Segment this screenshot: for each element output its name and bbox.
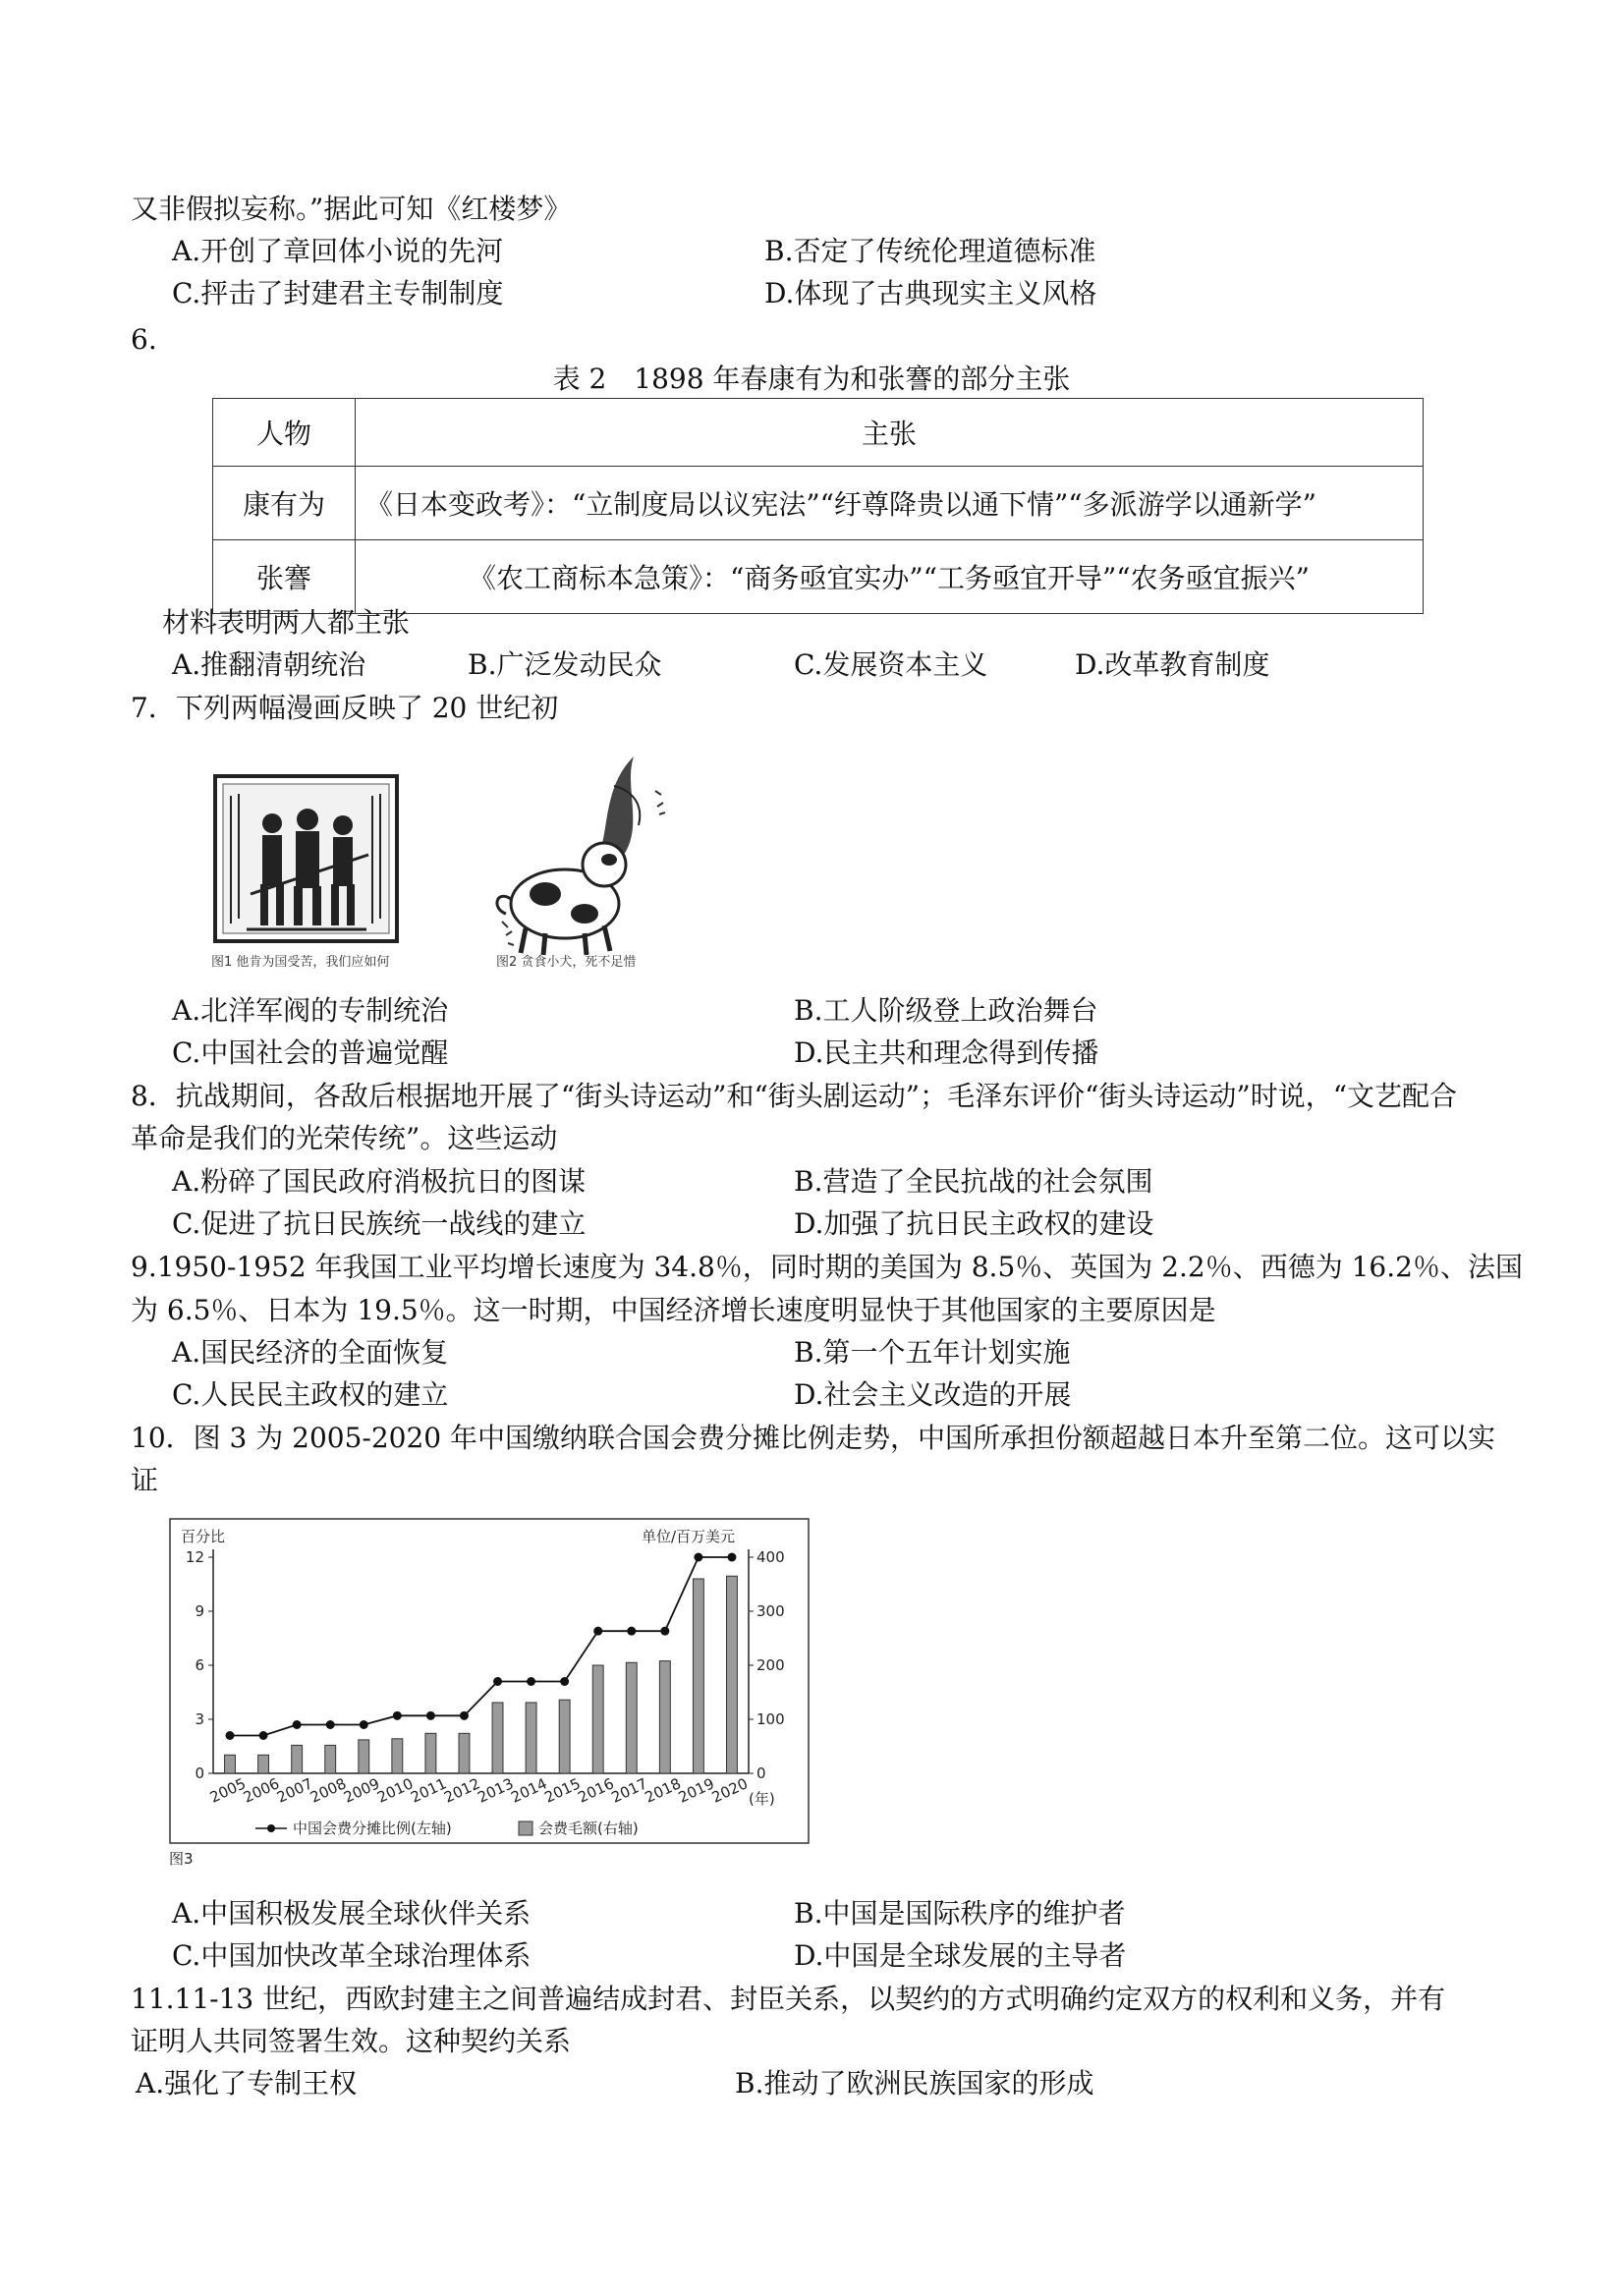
q10-option-c: C.中国加快改革全球治理体系 <box>172 1939 532 1972</box>
q6-option-b: B.广泛发动民众 <box>468 648 662 681</box>
left-tick-label: 0 <box>195 1764 204 1782</box>
q8-stem-line1: 8．抗战期间，各敌后根据地开展了“街头诗运动”和“街头剧运动”；毛泽东评价“街头诗运动”时说，“文艺配合 <box>131 1080 1458 1112</box>
right-tick-label: 0 <box>756 1764 766 1782</box>
cartoon-1-image <box>215 776 397 941</box>
share-point-2012 <box>460 1711 469 1720</box>
q9-stem-line2: 为 6.5％、日本为 19.5％。这一时期，中国经济增长速度明显快于其他国家的主要原因是 <box>131 1294 1216 1326</box>
cartoon-2-image <box>497 756 665 955</box>
q5-option-c: C.抨击了封建君主专制制度 <box>172 277 504 309</box>
header-person: 人物 <box>213 399 356 467</box>
q5-option-b: B.否定了传统伦理道德标准 <box>764 235 1096 267</box>
share-point-2010 <box>393 1711 402 1720</box>
q7-stem: 7．下列两幅漫画反映了 20 世纪初 <box>131 692 559 724</box>
bar-2020 <box>727 1576 738 1773</box>
bar-2008 <box>325 1745 336 1773</box>
q7-option-b: B.工人阶级登上政治舞台 <box>794 994 1098 1027</box>
q8-option-b: B.营造了全民抗战的社会氛围 <box>794 1165 1153 1198</box>
right-tick-label: 400 <box>756 1548 785 1566</box>
table-header-row <box>213 399 1424 467</box>
left-tick-label: 3 <box>195 1710 204 1728</box>
share-point-2020 <box>727 1553 736 1562</box>
bar-2014 <box>526 1703 536 1773</box>
bar-2005 <box>225 1755 236 1773</box>
q11-stem-line1: 11.11-13 世纪，西欧封建主之间普遍结成封君、封臣关系，以契约的方式明确约定双方的权利和义务，并有 <box>131 1983 1446 2015</box>
table-2 <box>212 398 1424 614</box>
share-point-2005 <box>226 1731 235 1740</box>
q6-option-c: C.发展资本主义 <box>794 648 988 681</box>
share-point-2008 <box>326 1720 335 1729</box>
bar-2019 <box>693 1579 703 1773</box>
figure-3-chart <box>169 1518 810 1881</box>
row-zhang-proposal: 《农工商标本急策》：“商务亟宜实办”“工务亟宜开导”“农务亟宜振兴” <box>356 540 1424 614</box>
share-point-2007 <box>293 1720 302 1729</box>
q10-stem-line2: 证 <box>131 1464 159 1496</box>
share-point-2018 <box>660 1627 669 1636</box>
q11-option-a: A.强化了专制王权 <box>136 2067 358 2100</box>
bar-2007 <box>292 1745 303 1773</box>
q9-option-a: A.国民经济的全面恢复 <box>172 1336 449 1369</box>
x-tick-label: 2012 <box>441 1774 483 1807</box>
q6-stem: 材料表明两人都主张 <box>162 606 411 639</box>
x-tick-label: 2018 <box>642 1774 684 1807</box>
q10-option-b: B.中国是国际秩序的维护者 <box>794 1897 1126 1930</box>
x-tick-label: 2010 <box>374 1774 417 1807</box>
row-kang-person: 康有为 <box>213 467 356 540</box>
bar-2013 <box>492 1703 503 1773</box>
table-row <box>213 467 1424 540</box>
q10-option-a: A.中国积极发展全球伙伴关系 <box>172 1897 532 1930</box>
x-tick-label: 2014 <box>508 1774 550 1807</box>
bar-2016 <box>592 1665 603 1773</box>
q5-option-a: A.开创了章回体小说的先河 <box>172 235 504 267</box>
share-point-2014 <box>527 1677 535 1686</box>
q11-option-b: B.推动了欧洲民族国家的形成 <box>735 2067 1094 2100</box>
bar-2017 <box>626 1662 637 1773</box>
header-proposal: 主张 <box>356 399 1424 467</box>
x-tick-label: 2005 <box>206 1774 250 1807</box>
legend-bar-label: 会费毛额(右轴) <box>538 1820 639 1837</box>
chart-legend <box>255 1820 639 1837</box>
q10-option-d: D.中国是全球发展的主导者 <box>794 1939 1127 1972</box>
x-tick-label: 2017 <box>608 1774 650 1807</box>
x-tick-label: 2019 <box>675 1774 717 1807</box>
x-tick-label: 2015 <box>541 1774 584 1807</box>
left-axis-label: 百分比 <box>181 1528 226 1545</box>
row-zhang-person: 张謇 <box>213 540 356 614</box>
q8-option-d: D.加强了抗日民主政权的建设 <box>794 1207 1154 1240</box>
x-tick-label: 2011 <box>408 1774 450 1807</box>
legend-line-label: 中国会费分摊比例(左轴) <box>293 1820 452 1837</box>
q9-stem-line1: 9.1950-1952 年我国工业平均增长速度为 34.8％，同时期的美国为 8.5％、英国为 2.2％、西德为 16.2％、法国 <box>131 1251 1523 1283</box>
q11-stem-line2: 证明人共同签署生效。这种契约关系 <box>131 2025 572 2057</box>
share-point-2006 <box>259 1731 268 1740</box>
q10-stem-line1: 10．图 3 为 2005-2020 年中国缴纳联合国会费分摊比例走势，中国所承担份额超越日本升至第二位。这可以实 <box>131 1422 1496 1454</box>
left-tick-label: 9 <box>195 1602 204 1620</box>
x-tick-label: 2007 <box>273 1774 316 1807</box>
q9-option-d: D.社会主义改造的开展 <box>794 1378 1072 1411</box>
x-tick-label: 2009 <box>341 1774 383 1807</box>
x-tick-label: 2013 <box>475 1774 517 1807</box>
right-tick-label: 100 <box>756 1710 785 1728</box>
share-point-2015 <box>560 1677 569 1686</box>
table-2-caption: 表 2 1898 年春康有为和张謇的部分主张 <box>552 363 1071 395</box>
bar-2009 <box>359 1740 369 1773</box>
q6-option-d: D.改革教育制度 <box>1075 648 1270 681</box>
x-tick-label: 2020 <box>708 1774 751 1807</box>
right-tick-label: 300 <box>756 1602 785 1620</box>
left-tick-label: 6 <box>195 1656 204 1674</box>
share-point-2016 <box>593 1627 602 1636</box>
cartoon-2-caption: 图2 贪食小犬，死不足惜 <box>496 955 637 970</box>
share-point-2011 <box>426 1711 435 1720</box>
x-axis-unit: (年) <box>749 1790 775 1808</box>
share-point-2009 <box>360 1720 368 1729</box>
share-point-2017 <box>627 1627 636 1636</box>
q9-option-c: C.人民民主政权的建立 <box>172 1378 449 1411</box>
q7-cartoons <box>211 747 702 982</box>
bar-2010 <box>392 1739 403 1773</box>
share-point-2019 <box>694 1553 702 1562</box>
bar-2018 <box>659 1661 670 1773</box>
bar-2015 <box>559 1700 570 1773</box>
right-axis-label: 单位/百万美元 <box>642 1528 736 1545</box>
q7-option-a: A.北洋军阀的专制统治 <box>172 994 449 1027</box>
q7-option-d: D.民主共和理念得到传播 <box>794 1036 1099 1069</box>
cartoon-1-caption: 图1 他肯为国受苦，我们应如何 <box>211 955 390 970</box>
q9-option-b: B.第一个五年计划实施 <box>794 1336 1071 1369</box>
q7-option-c: C.中国社会的普遍觉醒 <box>172 1036 449 1069</box>
x-tick-label: 2016 <box>575 1774 617 1807</box>
x-tick-label: 2006 <box>240 1774 283 1807</box>
q8-stem-line2: 革命是我们的光荣传统”。这些运动 <box>131 1122 558 1154</box>
q5-option-d: D.体现了古典现实主义风格 <box>764 277 1097 309</box>
share-point-2013 <box>493 1677 502 1686</box>
q5-stem-tail: 又非假拟妄称。”据此可知《红楼梦》 <box>131 193 572 225</box>
q6-option-a: A.推翻清朝统治 <box>172 648 366 681</box>
left-tick-label: 12 <box>185 1548 204 1566</box>
bar-2011 <box>425 1733 436 1773</box>
figure-3-caption: 图3 <box>169 1850 194 1868</box>
q8-option-c: C.促进了抗日民族统一战线的建立 <box>172 1207 587 1240</box>
q8-option-a: A.粉碎了国民政府消极抗日的图谋 <box>172 1165 587 1198</box>
row-kang-proposal: 《日本变政考》：“立制度局以议宪法”“纡尊降贵以通下情”“多派游学以通新学” <box>356 467 1424 540</box>
bar-2012 <box>459 1733 470 1773</box>
x-tick-label: 2008 <box>307 1774 350 1807</box>
bar-2006 <box>258 1755 269 1773</box>
right-tick-label: 200 <box>756 1656 785 1674</box>
q6-number: 6. <box>131 323 157 356</box>
